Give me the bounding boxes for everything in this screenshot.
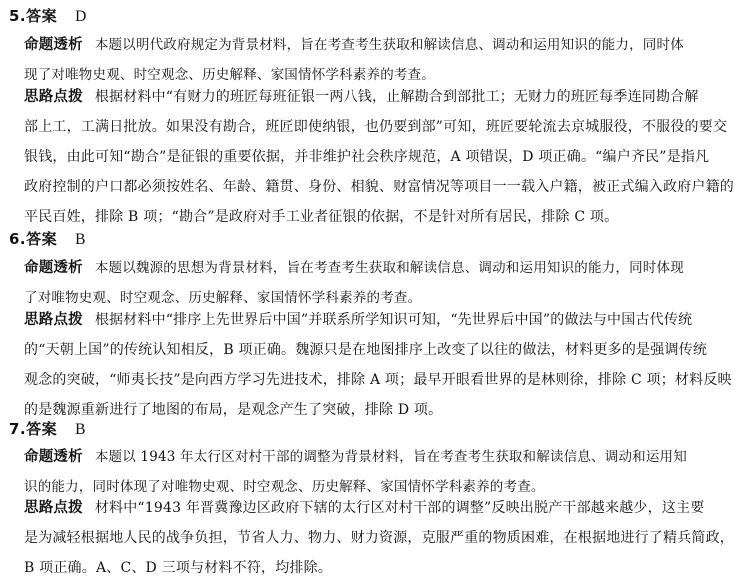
analysis-line: 命题透析 本题以明代政府规定为背景材料，旨在考查考生获取和解读信息、调动和运用知识的能力，同时体 — [24, 37, 684, 53]
answer-line-q6 — [9, 228, 86, 249]
answer-line-q5 — [9, 5, 87, 26]
question-number: 7. — [9, 420, 27, 438]
analysis-q5 — [24, 30, 744, 90]
tips-line: 的是魏源重新进行了地图的布局，是观念产生了突破，排除 D 项。 — [24, 402, 443, 418]
tips-label: 思路点拨 — [24, 89, 83, 105]
tips-label: 思路点拨 — [24, 500, 83, 516]
tips-line: 的“天朝上国”的传统认知相反，B 项正确。魏源只是在地图排序上改变了以往的做法，材料更多的是强调传统 — [24, 342, 708, 358]
tips-line: 平民百姓，排除 B 项；“勘合”是政府对手工业者征银的依据，不是针对所有居民，排除 C 项。 — [24, 209, 619, 225]
tips-line: 政府控制的户口都必须按姓名、年龄、籍贯、身份、相貌、财富情况等项目一一载入户籍，被正式编入政府户籍的 — [24, 179, 734, 195]
analysis-line: 命题透析 本题以魏源的思想为背景材料，旨在考查考生获取和解读信息、调动和运用知识的能力，同时体现 — [24, 260, 684, 276]
tips-line: 思路点拨 根据材料中“排序上先世界后中国”并联系所学知识可知，“先世界后中国”的做法与中国古代传统 — [24, 312, 693, 328]
answer-label: 答案 — [26, 230, 58, 248]
analysis-label: 命题透析 — [24, 449, 83, 465]
tips-label: 思路点拨 — [24, 312, 83, 328]
tips-line: 部上工，工满日批放。如果没有勘合，班匠即使纳银，也仍要到部”可知，班匠要轮流去京城服役，不服役的要交 — [24, 119, 728, 135]
question-number: 5. — [9, 7, 27, 25]
tips-line: 观念的突破，“师夷长技”是向西方学习先进技术，排除 A 项；最早开眼看世界的是林则徐，排除 C 项；材料反映 — [24, 372, 732, 388]
answer-line-q7 — [9, 418, 86, 439]
analysis-q6 — [24, 253, 744, 313]
analysis-label: 命题透析 — [24, 37, 83, 53]
analysis-line: 现了对唯物史观、时空观念、历史解释、家国情怀学科素养的考查。 — [24, 67, 435, 83]
answer-label: 答案 — [26, 7, 58, 25]
tips-q5 — [24, 82, 744, 232]
analysis-label: 命题透析 — [24, 260, 83, 276]
tips-line: 思路点拨 根据材料中“有财力的班匠每班征银一两八钱，止解勘合到部批工；无财力的班匠每季连同勘合解 — [24, 89, 699, 105]
tips-q6 — [24, 305, 744, 425]
tips-line: 思路点拨 材料中“1943 年晋冀豫边区政府下辖的太行区对村干部的调整”反映出脱产干部越来越少，这主要 — [24, 500, 705, 516]
answer-key: D — [75, 8, 87, 25]
tips-q7 — [24, 493, 744, 583]
question-number: 6. — [9, 230, 27, 248]
analysis-line: 命题透析 本题以 1943 年太行区对村干部的调整为背景材料，旨在考查考生获取和解读信息、调动和运用知 — [24, 449, 687, 465]
tips-line: 银钱，由此可知“勘合”是征银的重要依据，并非维护社会秩序规范，A 项错误，D 项正确。“编户齐民”是指凡 — [24, 149, 710, 165]
analysis-line: 了对唯物史观、时空观念、历史解释、家国情怀学科素养的考查。 — [24, 290, 422, 306]
tips-line: 是为减轻根据地人民的战争负担，节省人力、物力、财力资源，克服严重的物质困难，在根据地进行了精兵简政， — [24, 530, 734, 546]
tips-line: B 项正确。A、C、D 三项与材料不符，均排除。 — [24, 560, 333, 576]
answer-label: 答案 — [26, 420, 58, 438]
answer-key: B — [75, 231, 86, 248]
analysis-line: 识的能力，同时体现了对唯物史观、时空观念、历史解释、家国情怀学科素养的考查。 — [24, 479, 545, 495]
answer-key: B — [75, 421, 86, 438]
